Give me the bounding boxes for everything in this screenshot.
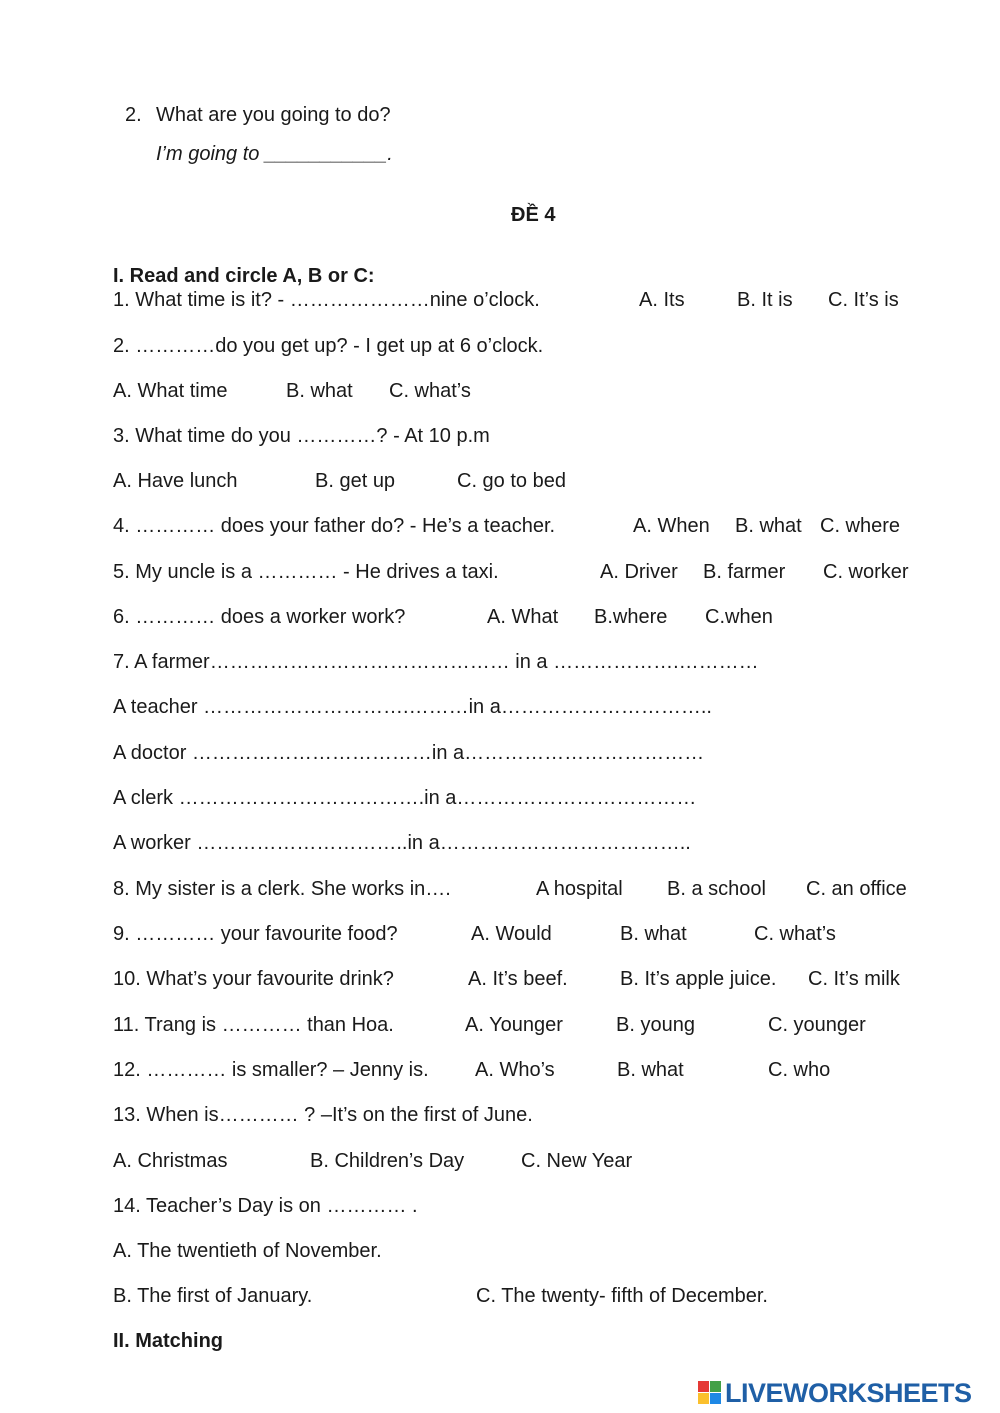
q7-doctor: A doctor ………………………………in a……………………………… xyxy=(113,742,705,764)
q10-option-a: A. It’s beef. xyxy=(468,968,568,990)
part1-heading: I. Read and circle A, B or C: xyxy=(113,265,375,287)
q6-option-c: C.when xyxy=(705,606,773,628)
q5-text: 5. My uncle is a ………… - He drives a taxi. xyxy=(113,561,499,583)
section-title: ĐỀ 4 xyxy=(511,204,556,226)
q2-option-c: C. what’s xyxy=(389,380,471,402)
q10-text: 10. What’s your favourite drink? xyxy=(113,968,394,990)
q10-option-c: C. It’s milk xyxy=(808,968,900,990)
q4-option-a: A. When xyxy=(633,515,710,537)
prev-question-number: 2. xyxy=(125,104,142,126)
q2-option-a: A. What time xyxy=(113,380,228,402)
q1-text: 1. What time is it? - …………………nine o’clock. xyxy=(113,289,540,311)
q14-option-a: A. The twentieth of November. xyxy=(113,1240,382,1262)
q3-text: 3. What time do you …………? - At 10 p.m xyxy=(113,425,490,447)
q1-option-a: A. Its xyxy=(639,289,685,311)
q11-option-b: B. young xyxy=(616,1014,695,1036)
q2-option-b: B. what xyxy=(286,380,353,402)
q7-worker: A worker …………………………..in a……………………………….. xyxy=(113,832,691,854)
q13-text: 13. When is………… ? –It’s on the first of June. xyxy=(113,1104,533,1126)
q5-option-c: C. worker xyxy=(823,561,909,583)
q8-text: 8. My sister is a clerk. She works in…. xyxy=(113,878,451,900)
q6-option-b: B.where xyxy=(594,606,668,628)
q10-option-b: B. It’s apple juice. xyxy=(620,968,777,990)
q3-option-c: C. go to bed xyxy=(457,470,566,492)
q6-text: 6. ………… does a worker work? xyxy=(113,606,406,628)
q3-option-b: B. get up xyxy=(315,470,396,492)
q8-option-c: C. an office xyxy=(806,878,907,900)
q8-option-a: A hospital xyxy=(536,878,623,900)
q7-teacher: A teacher ………………………….………in a………………………….. xyxy=(113,696,712,718)
q12-option-c: C. who xyxy=(768,1059,831,1081)
q12-text: 12. ………… is smaller? – Jenny is. xyxy=(113,1059,429,1081)
prev-question-answer: I’m going to ___________. xyxy=(156,143,393,165)
q2-text: 2. …………do you get up? - I get up at 6 o’clock. xyxy=(113,335,544,357)
q9-option-b: B. what xyxy=(620,923,687,945)
q11-option-c: C. younger xyxy=(768,1014,866,1036)
q11-text: 11. Trang is ………… than Hoa. xyxy=(113,1014,394,1036)
q6-option-a: A. What xyxy=(487,606,559,628)
q11-option-a: A. Younger xyxy=(465,1014,563,1036)
q14-option-c: C. The twenty- fifth of December. xyxy=(476,1285,768,1307)
q13-option-a: A. Christmas xyxy=(113,1150,228,1172)
q4-option-c: C. where xyxy=(820,515,901,537)
q1-option-c: C. It’s is xyxy=(828,289,899,311)
q7-clerk: A clerk ……………………………….in a……………………………… xyxy=(113,787,697,809)
q3-option-a: A. Have lunch xyxy=(113,470,238,492)
q13-option-c: C. New Year xyxy=(521,1150,633,1172)
q7-farmer: 7. A farmer……………………………………… in a ……………….………… xyxy=(113,651,759,673)
part2-heading: II. Matching xyxy=(113,1330,223,1352)
q9-text: 9. ………… your favourite food? xyxy=(113,923,398,945)
liveworksheets-mark-icon xyxy=(698,1381,722,1405)
q5-option-a: A. Driver xyxy=(600,561,678,583)
q4-text: 4. ………… does your father do? - He’s a teacher. xyxy=(113,515,556,537)
q9-option-a: A. Would xyxy=(471,923,552,945)
q13-option-b: B. Children’s Day xyxy=(310,1150,465,1172)
q14-option-b: B. The first of January. xyxy=(113,1285,313,1307)
q14-text: 14. Teacher’s Day is on ………… . xyxy=(113,1195,418,1217)
q4-option-b: B. what xyxy=(735,515,802,537)
q12-option-b: B. what xyxy=(617,1059,684,1081)
q1-option-b: B. It is xyxy=(737,289,793,311)
q12-option-a: A. Who’s xyxy=(475,1059,555,1081)
q5-option-b: B. farmer xyxy=(703,561,786,583)
q9-option-c: C. what’s xyxy=(754,923,836,945)
prev-question-text: What are you going to do? xyxy=(156,104,391,126)
logo-text: LIVEWORKSHEETS xyxy=(725,1377,972,1408)
liveworksheets-logo xyxy=(698,1378,972,1408)
q8-option-b: B. a school xyxy=(667,878,766,900)
